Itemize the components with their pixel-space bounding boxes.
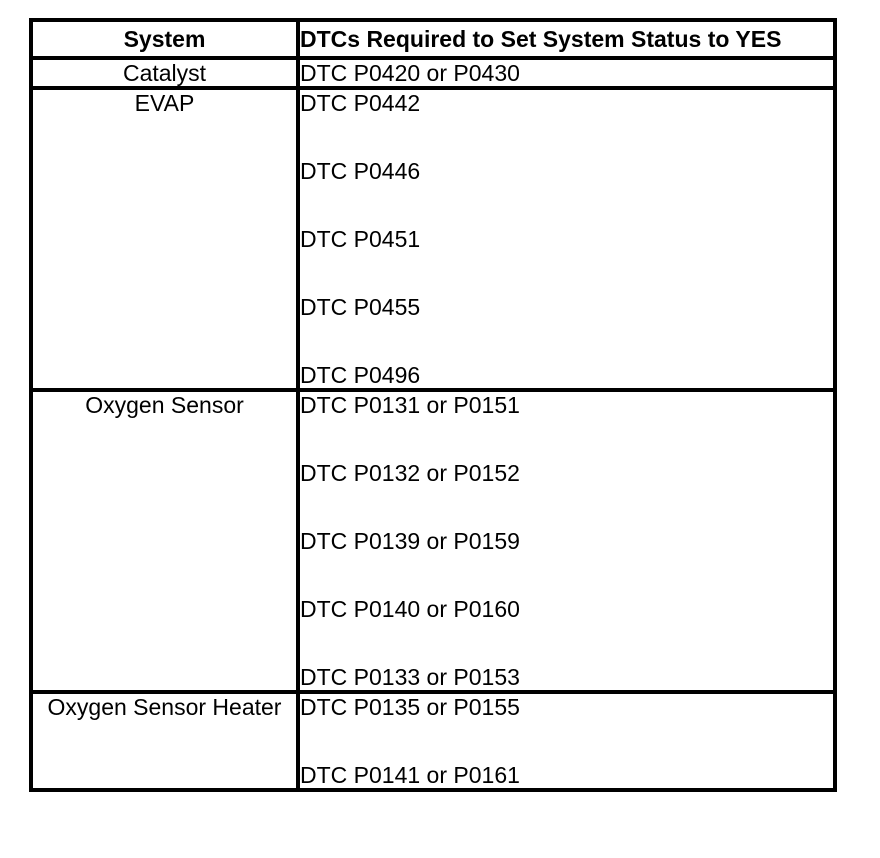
dtc-entry: DTC P0140 or P0160: [300, 596, 520, 622]
dtc-table: [29, 18, 837, 792]
table-body: [31, 58, 835, 790]
dtc-entry: DTC P0446: [300, 158, 421, 184]
dtc-entry: DTC P0131 or P0151: [300, 392, 520, 418]
dtc-cell: [298, 692, 835, 790]
dtc-entry: DTC P0135 or P0155: [300, 694, 520, 720]
dtc-entry: DTC P0496: [300, 362, 421, 388]
header-dtcs: DTCs Required to Set System Status to YES: [298, 20, 835, 58]
table-row: [31, 390, 835, 692]
system-cell: Oxygen Sensor Heater: [31, 692, 298, 790]
dtc-entry: DTC P0139 or P0159: [300, 528, 520, 554]
dtc-entry: DTC P0455: [300, 294, 421, 320]
system-cell: EVAP: [31, 88, 298, 390]
dtc-entry: DTC P0420 or P0430: [300, 60, 520, 86]
header-system: System: [31, 20, 298, 58]
table-row: [31, 58, 835, 88]
system-cell: Catalyst: [31, 58, 298, 88]
dtc-entry: DTC P0451: [300, 226, 421, 252]
dtc-cell: [298, 390, 835, 692]
table-row: [31, 692, 835, 790]
dtc-cell: [298, 58, 835, 88]
dtc-entry: DTC P0442: [300, 90, 421, 116]
dtc-cell: [298, 88, 835, 390]
table-header: [31, 20, 835, 58]
header-row: [31, 20, 835, 58]
dtc-entry: DTC P0141 or P0161: [300, 762, 520, 788]
table-row: [31, 88, 835, 390]
system-cell: Oxygen Sensor: [31, 390, 298, 692]
dtc-entry: DTC P0133 or P0153: [300, 664, 520, 690]
dtc-entry: DTC P0132 or P0152: [300, 460, 520, 486]
